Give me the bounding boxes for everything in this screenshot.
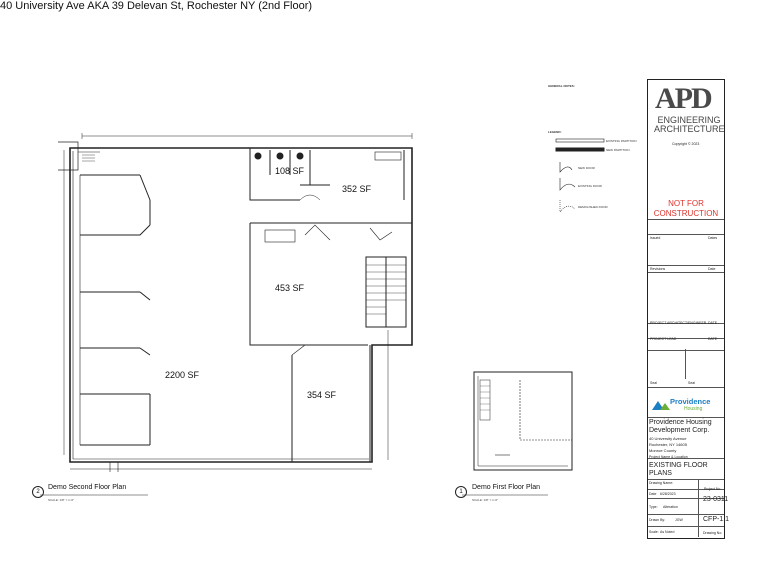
drawing-name-label: Drawing Name: [649,481,674,485]
legend-item: DEMOLISHED DOOR [578,205,608,209]
legend-item: EXISTING DOOR [578,184,602,188]
plan-number-second: 2 [32,486,44,498]
plan-caption-first: Demo First Floor Plan [472,484,541,491]
project-address: 40 University Avenue Rochester, NY 14605 Monroe County [649,436,687,453]
legend-item: NEW DOOR [578,166,595,170]
room-area-2200: 2200 SF [165,370,200,380]
firm-name: ENGINEERING ARCHITECTURE [654,115,725,134]
firm-logo: APD [655,82,711,115]
type-value: Alteration [663,505,678,509]
not-for-construction-stamp: NOT FOR CONSTRUCTION [653,199,719,218]
seal-label-left: Seal [650,381,658,385]
revisions-label: Revisions [650,267,666,271]
legend-item: EXISTING PARTITION [606,139,637,143]
providence-logo-sub: Housing [684,406,703,412]
project-no: 23-0311 [703,496,729,503]
plan-caption-second: Demo Second Floor Plan [48,484,127,491]
page-title: 40 University Ave AKA 39 Delevan St, Rochester NY (2nd Floor) [0,0,313,12]
plan-number-first: 1 [455,486,467,498]
plan-scale-second: SCALE: 1/8" = 1'-0" [48,498,75,502]
date-label: Date [649,492,657,496]
room-area-352: 352 SF [342,184,372,194]
owner-name: Providence Housing Development Corp. [649,419,712,434]
general-notes-title: GENERAL NOTES: [548,84,575,88]
drawing-title: EXISTING FLOOR PLANS [649,462,708,477]
project-architect-date: DATE [708,321,718,325]
room-area-354: 354 SF [307,390,337,400]
room-area-453: 453 SF [275,283,305,293]
type-label: Type: [649,505,658,509]
plan-scale-first: SCALE: 1/8" = 1'-0" [472,498,499,502]
dates-label: Dates [708,236,718,240]
project-no-label: Project No. [704,487,722,491]
drawn-by-value: JGW [675,518,683,522]
revision-date-label: Date [708,267,716,271]
project-architect-label: PROJECT ARCHITECT/ENGINEER [650,321,707,325]
room-area-108: 108 SF [275,166,305,176]
drawn-by-label: Drawn By: [649,518,666,522]
project-lead-label: PROJECT LEAD [650,337,677,341]
providence-logo-name: Providence [670,397,711,406]
project-name-label: Project Name & Location [649,455,688,459]
drawing-no-label: Drawing No. [703,531,723,535]
scale-label: Scale: [649,530,659,534]
legend-title: LEGEND: [548,130,562,134]
drawing-no: CFP-1.1 [703,516,730,523]
date-value: 6/28/2023 [660,492,676,496]
scale-value: As Noted [660,530,675,534]
seal-label-right: Seal [688,381,696,385]
project-lead-date: DATE [708,337,718,341]
copyright: Copyright © 2023 [672,142,700,146]
issued-label: Issued [650,236,661,240]
legend-item: NEW PARTITION [606,148,630,152]
